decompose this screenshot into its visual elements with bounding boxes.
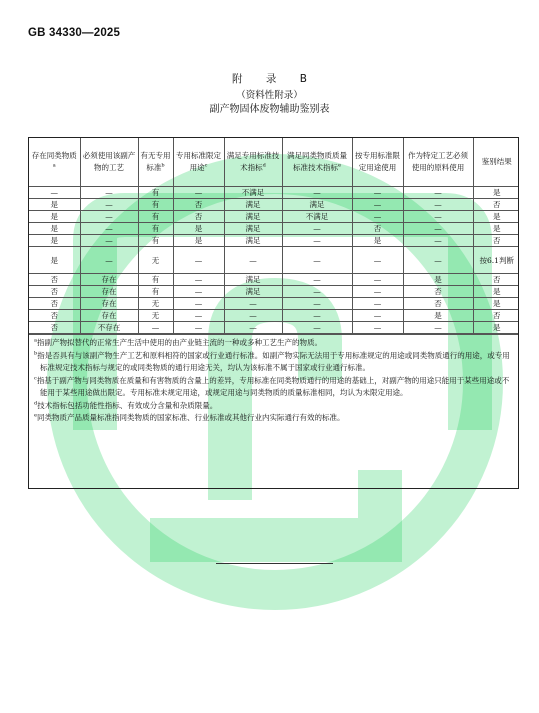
table-cell: 否 [29, 310, 80, 322]
column-header: 有无专用标准$^b$ [138, 138, 173, 187]
table-cell: — [403, 247, 473, 274]
table-cell: 不满足 [282, 211, 352, 223]
table-cell: — [173, 274, 224, 286]
table-cell: 否 [473, 274, 519, 286]
table-cell: 有 [138, 211, 173, 223]
table-cell: 不存在 [80, 322, 138, 334]
table-notes [29, 334, 518, 425]
footnote-c: $^c$指基于副产物与同类物质在质量和有害物质的含量上的差异，专用标准在同类物质通行的用途的基础上，对副产物的用途只能用于某些用途或不能用于某些用途做出限定。专用标准未规定用途，或规定用途与同类物质的质量标准相同，均认为未限定用途。 [34, 375, 510, 397]
column-header: 满足专用标准技术指标$^d$ [224, 138, 282, 187]
table-row [29, 247, 519, 274]
table-cell: 满足 [224, 286, 282, 298]
table-cell: 不满足 [224, 187, 282, 199]
table-cell: — [282, 187, 352, 199]
column-header: 按专用标准限定用途使用 [352, 138, 403, 187]
table-cell: — [282, 274, 352, 286]
table-cell: — [224, 298, 282, 310]
table-cell: 否 [29, 298, 80, 310]
appendix-type: （资料性附录） [236, 90, 303, 101]
table-cell: — [403, 235, 473, 247]
table-cell: 否 [403, 286, 473, 298]
table-cell: — [282, 235, 352, 247]
table-header-row [29, 138, 519, 187]
table-cell: 是 [473, 286, 519, 298]
table-cell: — [403, 223, 473, 235]
table-row [29, 274, 519, 286]
table-cell: 满足 [224, 223, 282, 235]
table-row [29, 286, 519, 298]
table-cell: 有 [138, 187, 173, 199]
table-cell: 无 [138, 247, 173, 274]
table-cell: 存在 [80, 310, 138, 322]
column-header: 存在同类物质$^a$ [29, 138, 80, 187]
table-cell: 是 [29, 247, 80, 274]
table-cell: 是 [29, 199, 80, 211]
table-cell: 满足 [224, 274, 282, 286]
end-rule [216, 563, 333, 564]
table-row [29, 310, 519, 322]
appendix-table-title: 副产物固体废物辅助鉴别表 [209, 104, 330, 115]
table-cell: 满足 [224, 199, 282, 211]
table-cell: 是 [473, 298, 519, 310]
identification-table-frame [28, 137, 519, 489]
identification-table [29, 138, 519, 334]
table-cell: — [80, 235, 138, 247]
table-cell: 否 [173, 211, 224, 223]
table-cell: 是 [29, 235, 80, 247]
table-cell: — [173, 322, 224, 334]
table-cell: — [173, 286, 224, 298]
table-cell: — [352, 274, 403, 286]
table-cell: — [352, 286, 403, 298]
table-cell: 存在 [80, 286, 138, 298]
table-cell: — [352, 298, 403, 310]
table-cell: — [403, 199, 473, 211]
table-cell: — [282, 286, 352, 298]
table-row [29, 223, 519, 235]
table-cell: — [224, 310, 282, 322]
table-cell: — [352, 211, 403, 223]
table-cell: — [29, 187, 80, 199]
table-cell: 否 [173, 199, 224, 211]
table-cell: 否 [352, 223, 403, 235]
table-cell: 是 [29, 223, 80, 235]
table-cell: — [282, 310, 352, 322]
table-cell: 否 [29, 322, 80, 334]
table-cell: 是 [352, 235, 403, 247]
table-cell: 存在 [80, 274, 138, 286]
table-row [29, 199, 519, 211]
table-cell: — [173, 298, 224, 310]
table-cell: — [403, 187, 473, 199]
table-cell: — [282, 223, 352, 235]
table-cell: 否 [473, 235, 519, 247]
table-cell: 满足 [282, 199, 352, 211]
table-cell: 有 [138, 235, 173, 247]
table-row [29, 298, 519, 310]
column-header: 满足同类物质质量标准技术指标$^e$ [282, 138, 352, 187]
table-cell: — [138, 322, 173, 334]
table-cell: 有 [138, 286, 173, 298]
table-cell: — [173, 187, 224, 199]
table-cell: 是 [173, 223, 224, 235]
table-cell: 满足 [224, 235, 282, 247]
footnote-b: $^b$指是否具有与该副产物生产工艺和原料相符的国家或行业通行标准。如副产物实际无法用于专用标准规定的用途或同类物质通行的用途，或专用标准规定技术指标与规定的或同类物质的通行用途无关，均认为该标准不属于国家或行业通行标准。 [34, 350, 510, 372]
column-header: 专用标准限定用途$^c$ [173, 138, 224, 187]
table-cell: 是 [473, 322, 519, 334]
table-cell: 是 [473, 187, 519, 199]
table-cell: 是 [173, 235, 224, 247]
table-cell: 是 [473, 223, 519, 235]
table-cell: 否 [29, 274, 80, 286]
table-row [29, 322, 519, 334]
table-cell: — [282, 322, 352, 334]
table-cell: 是 [403, 310, 473, 322]
appendix-heading [0, 72, 539, 117]
table-cell: — [352, 187, 403, 199]
table-cell: 否 [29, 286, 80, 298]
table-cell: — [224, 247, 282, 274]
table-cell: 是 [29, 211, 80, 223]
table-row [29, 211, 519, 223]
table-cell: — [352, 247, 403, 274]
table-cell: 是 [403, 274, 473, 286]
table-cell: 有 [138, 274, 173, 286]
table-row [29, 187, 519, 199]
table-cell: — [352, 322, 403, 334]
footnote-a: $^a$指副产物拟替代的正常生产生活中使用的由产业链主流的一种或多种工艺生产的物质。 [34, 337, 322, 347]
table-cell: 无 [138, 310, 173, 322]
table-cell: 否 [473, 199, 519, 211]
table-cell: 满足 [224, 211, 282, 223]
table-cell: — [80, 247, 138, 274]
table-row [29, 235, 519, 247]
column-header: 鉴别结果 [473, 138, 519, 187]
table-cell: 否 [403, 298, 473, 310]
table-cell: — [224, 322, 282, 334]
column-header: 必须使用该副产物的工艺 [80, 138, 138, 187]
table-cell: — [352, 310, 403, 322]
table-cell: — [80, 223, 138, 235]
footnote-e: $^e$同类物质产品质量标准指同类物质的国家标准、行业标准或其他行业内实际通行有效的标准。 [34, 412, 345, 422]
table-cell: — [403, 322, 473, 334]
table-cell: 有 [138, 199, 173, 211]
table-cell: 有 [138, 223, 173, 235]
table-cell: — [80, 199, 138, 211]
appendix-title: 附 录 B [232, 73, 317, 85]
table-cell: 是 [473, 211, 519, 223]
table-cell: — [80, 211, 138, 223]
table-cell: — [282, 298, 352, 310]
table-cell: — [282, 247, 352, 274]
table-cell: — [352, 199, 403, 211]
table-cell: 存在 [80, 298, 138, 310]
table-cell: 按6.1判断 [473, 247, 519, 274]
table-cell: 无 [138, 298, 173, 310]
table-cell: — [173, 310, 224, 322]
table-cell: — [80, 187, 138, 199]
table-cell: — [173, 247, 224, 274]
table-cell: 否 [473, 310, 519, 322]
column-header: 作为特定工艺必须使用的原料使用 [403, 138, 473, 187]
standard-number: GB 34330—2025 [28, 27, 121, 39]
table-cell: — [403, 211, 473, 223]
footnote-d: $^d$技术指标包括功能性指标、有效成分含量和杂质限量。 [34, 400, 218, 410]
